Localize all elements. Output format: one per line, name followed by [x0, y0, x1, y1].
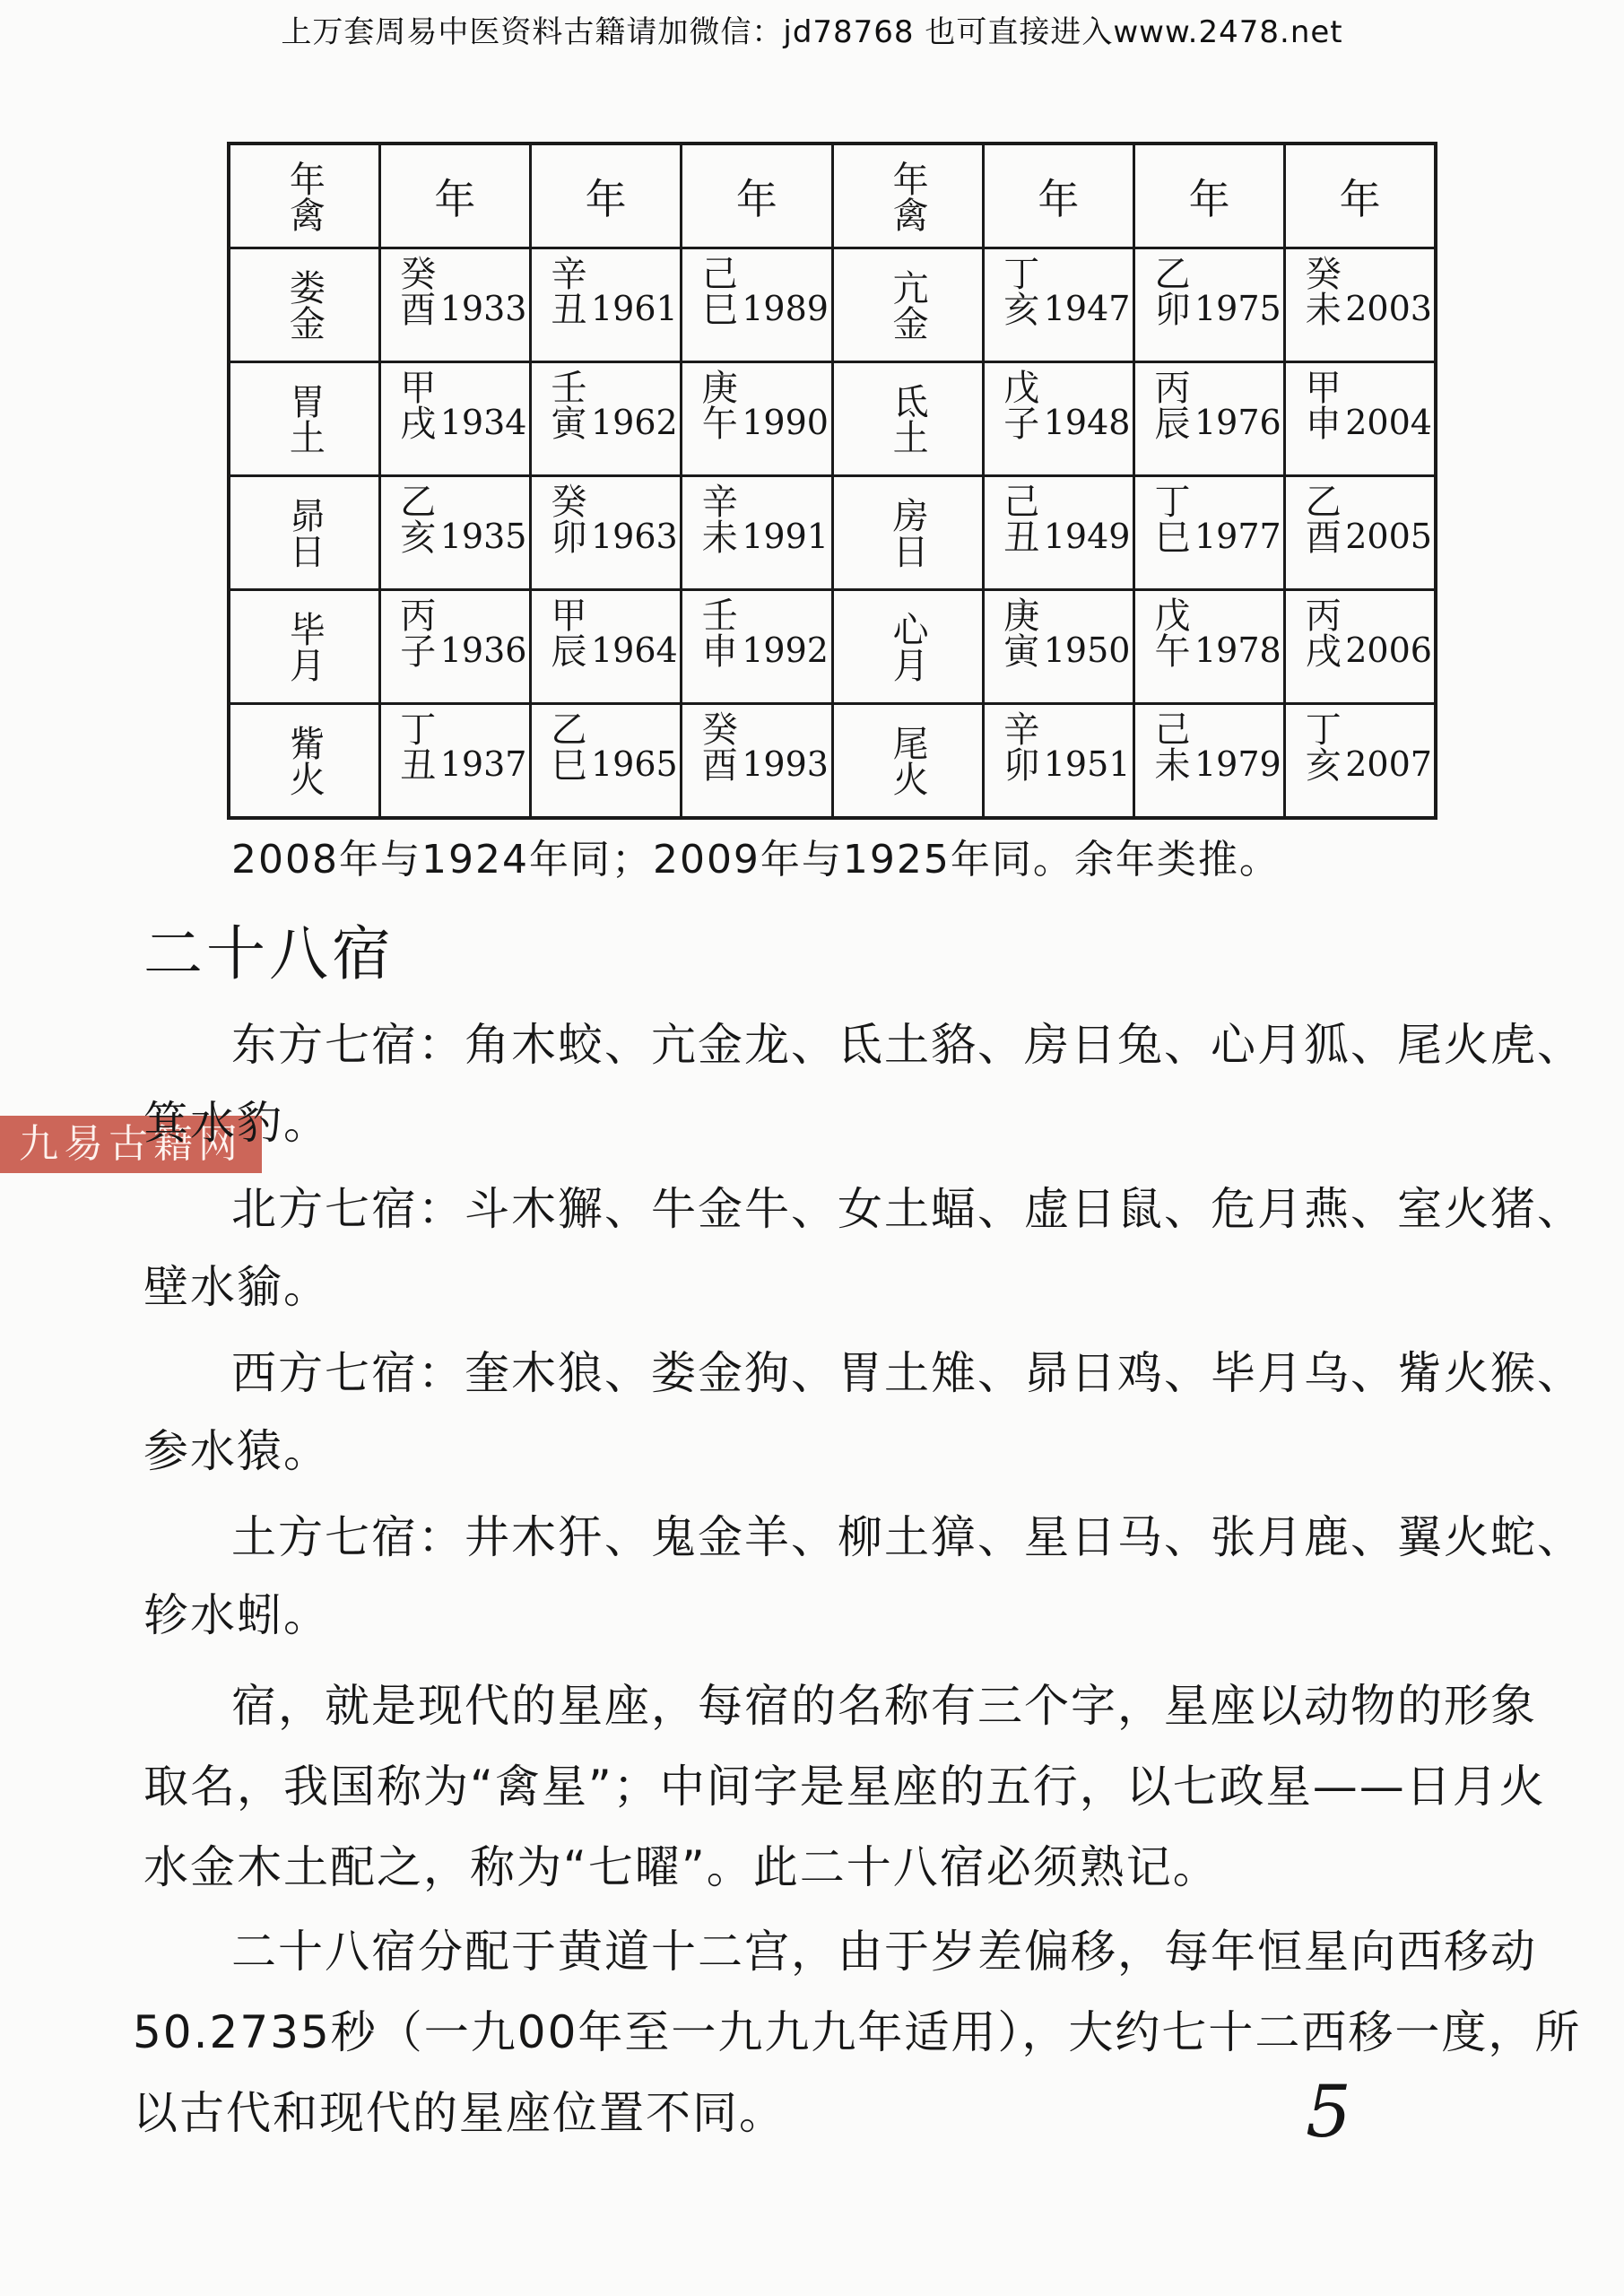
ganzhi-label: 丁巳 [1149, 483, 1190, 554]
page-number: 5 [1306, 2070, 1351, 2153]
year-cell [379, 362, 530, 476]
year-cell [1285, 704, 1436, 819]
year-value: 1977 [1194, 517, 1281, 556]
table-header-cell: 年 [379, 144, 530, 248]
ganzhi-label: 乙卯 [1149, 255, 1190, 326]
year-cell-content [532, 249, 680, 361]
mansion-cell [229, 704, 379, 819]
explanation-line-2: 取名，我国称为“禽星”；中间字是星座的五行，以七政星——日月火 [143, 1761, 1546, 1813]
ganzhi-label: 丙戌 [1299, 596, 1342, 668]
ganzhi-label: 戊子 [997, 369, 1039, 440]
mansion-label: 尾火 [887, 725, 929, 796]
year-cell-content [1135, 477, 1283, 588]
year-cell [1134, 476, 1285, 590]
year-value: 1975 [1194, 289, 1281, 328]
year-cell [1285, 590, 1436, 704]
table-header-cell: 年 [682, 144, 832, 248]
ganzhi-label: 辛卯 [997, 710, 1039, 782]
precession-line-2: 50.2735秒（一九00年至一九九九年适用），大约七十二西移一度，所 [133, 2006, 1582, 2058]
ganzhi-label: 庚寅 [997, 596, 1039, 668]
year-value: 1934 [439, 403, 527, 442]
year-value: 1936 [439, 631, 527, 670]
ganzhi-label: 丁丑 [394, 710, 436, 782]
year-cell [531, 704, 682, 819]
explanation-line-1: 宿，就是现代的星座，每宿的名称有三个字，星座以动物的形象 [231, 1680, 1537, 1732]
mansion-cell [229, 590, 379, 704]
year-cell-content [1286, 477, 1434, 588]
year-cell-content [1286, 249, 1434, 361]
year-cell [1134, 704, 1285, 819]
year-cell [1134, 590, 1285, 704]
year-value: 1950 [1043, 631, 1131, 670]
west-mansions-line-cont: 参水猿。 [143, 1425, 330, 1477]
mansion-cell [832, 362, 983, 476]
ganzhi-label: 癸酉 [696, 710, 738, 782]
mansion-cell [832, 704, 983, 819]
year-cell-content [682, 477, 830, 588]
year-cell [1285, 362, 1436, 476]
year-cell-content [532, 477, 680, 588]
mansion-cell [832, 476, 983, 590]
year-cell-content [1135, 363, 1283, 474]
year-cell [379, 248, 530, 362]
ganzhi-label: 丁亥 [997, 255, 1039, 326]
ganzhi-label: 甲戌 [394, 369, 436, 440]
table-row [229, 476, 1436, 590]
table-row [229, 248, 1436, 362]
year-cell-content [985, 363, 1133, 474]
year-value: 1992 [742, 631, 829, 670]
year-cell [983, 362, 1133, 476]
year-value: 1978 [1194, 631, 1281, 670]
mansion-label: 毕月 [283, 611, 326, 683]
year-cell-content [682, 705, 830, 816]
year-cell-content [381, 705, 529, 816]
year-value: 1964 [591, 631, 678, 670]
year-value: 2007 [1345, 744, 1432, 784]
ganzhi-label: 壬寅 [545, 369, 586, 440]
year-cell-content [381, 591, 529, 702]
year-cell-content [985, 705, 1133, 816]
year-value: 1965 [591, 744, 678, 784]
year-cell-content [682, 249, 830, 361]
year-value: 1937 [439, 744, 527, 784]
table-note: 2008年与1924年同；2009年与1925年同。余年类推。 [231, 837, 1281, 883]
year-cell-content [381, 477, 529, 588]
ganzhi-label: 癸未 [1299, 255, 1342, 326]
year-cell-content [1135, 591, 1283, 702]
table-row [229, 704, 1436, 819]
mansion-label: 心月 [887, 611, 929, 683]
year-cell-content [532, 363, 680, 474]
watermark-logo: 九易古籍网 [0, 1116, 262, 1173]
header-label: 年禽 [283, 160, 326, 232]
table-row [229, 362, 1436, 476]
mansion-cell [229, 362, 379, 476]
year-value: 1935 [439, 517, 527, 556]
table-header-cell: 年 [1134, 144, 1285, 248]
east-mansions-line: 东方七宿：角木蛟、亢金龙、氐土貉、房日兔、心月狐、尾火虎、 [231, 1019, 1584, 1071]
year-cell-content [985, 249, 1133, 361]
year-cell [379, 590, 530, 704]
ganzhi-label: 乙亥 [394, 483, 436, 554]
year-cell [1134, 248, 1285, 362]
table-header-cell: 年 [531, 144, 682, 248]
year-cell [682, 590, 832, 704]
mansion-cell [832, 590, 983, 704]
mansion-label: 觜火 [283, 725, 326, 796]
ganzhi-label: 己未 [1149, 710, 1190, 782]
year-cell [682, 362, 832, 476]
year-value: 1991 [742, 517, 829, 556]
explanation-line-3: 水金木土配之，称为“七曜”。此二十八宿必须熟记。 [143, 1841, 1220, 1893]
year-cell [531, 248, 682, 362]
year-value: 2004 [1345, 403, 1432, 442]
ganzhi-label: 乙巳 [545, 710, 586, 782]
year-cell [983, 476, 1133, 590]
year-value: 1963 [591, 517, 678, 556]
year-cell [682, 704, 832, 819]
year-cell-content [1286, 705, 1434, 816]
year-value: 1947 [1043, 289, 1131, 328]
ganzhi-label: 己巳 [696, 255, 738, 326]
year-cell [531, 590, 682, 704]
year-value: 2003 [1345, 289, 1432, 328]
header-label: 年禽 [887, 160, 929, 232]
year-value: 1962 [591, 403, 678, 442]
year-star-table [227, 142, 1437, 820]
ganzhi-label: 壬申 [696, 596, 738, 668]
table-header-row [229, 144, 1436, 248]
year-cell-content [532, 591, 680, 702]
year-cell-content [1286, 363, 1434, 474]
year-value: 1993 [742, 744, 829, 784]
ganzhi-label: 戊午 [1149, 596, 1190, 668]
year-cell-content [985, 477, 1133, 588]
year-value: 1990 [742, 403, 829, 442]
year-cell-content [1286, 591, 1434, 702]
year-cell [1285, 248, 1436, 362]
ganzhi-label: 辛丑 [545, 255, 586, 326]
table-row [229, 590, 1436, 704]
ganzhi-label: 癸卯 [545, 483, 586, 554]
mansion-cell [229, 476, 379, 590]
table-header-cell: 年 [983, 144, 1133, 248]
mansion-label: 胃土 [283, 383, 326, 455]
ganzhi-label: 丁亥 [1299, 710, 1342, 782]
year-cell [531, 476, 682, 590]
year-cell [983, 590, 1133, 704]
year-cell [379, 704, 530, 819]
year-cell-content [1135, 249, 1283, 361]
year-cell [682, 248, 832, 362]
year-cell [682, 476, 832, 590]
year-cell [1285, 476, 1436, 590]
year-value: 1961 [591, 289, 678, 328]
year-cell [1134, 362, 1285, 476]
year-cell-content [1135, 705, 1283, 816]
mansion-label: 氐土 [887, 383, 929, 455]
ganzhi-label: 丙辰 [1149, 369, 1190, 440]
year-value: 1949 [1043, 517, 1131, 556]
year-value: 2006 [1345, 631, 1432, 670]
mansion-label: 娄金 [283, 269, 326, 341]
year-value: 1951 [1043, 744, 1131, 784]
year-cell [983, 704, 1133, 819]
year-value: 1976 [1194, 403, 1281, 442]
year-cell-content [381, 249, 529, 361]
year-cell-content [682, 591, 830, 702]
year-value: 2005 [1345, 517, 1432, 556]
mansion-cell [229, 248, 379, 362]
year-cell [983, 248, 1133, 362]
year-cell-content [381, 363, 529, 474]
ganzhi-label: 乙酉 [1299, 483, 1342, 554]
section-heading: 二十八宿 [143, 919, 395, 988]
ganzhi-label: 丙子 [394, 596, 436, 668]
year-value: 1979 [1194, 744, 1281, 784]
year-cell [531, 362, 682, 476]
south-mansions-line: 土方七宿：井木犴、鬼金羊、柳土獐、星日马、张月鹿、翼火蛇、 [231, 1511, 1584, 1563]
mansion-label: 亢金 [887, 269, 929, 341]
page-header-banner: 上万套周易中医资料古籍请加微信：jd78768 也可直接进入www.2478.net [281, 14, 1343, 50]
year-value: 1933 [439, 289, 527, 328]
north-mansions-line: 北方七宿：斗木獬、牛金牛、女土蝠、虚日鼠、危月燕、室火猪、 [231, 1183, 1584, 1235]
table-header-cell [229, 144, 379, 248]
south-mansions-line-cont: 轸水蚓。 [143, 1589, 330, 1641]
ganzhi-label: 甲申 [1299, 369, 1342, 440]
east-mansions-line-cont: 箕水豹。 [143, 1097, 330, 1149]
north-mansions-line-cont: 壁水貐。 [143, 1261, 330, 1313]
ganzhi-label: 癸酉 [394, 255, 436, 326]
year-cell [379, 476, 530, 590]
mansion-label: 昴日 [283, 497, 326, 569]
year-cell-content [985, 591, 1133, 702]
ganzhi-label: 辛未 [696, 483, 738, 554]
table-header-cell [832, 144, 983, 248]
west-mansions-line: 西方七宿：奎木狼、娄金狗、胃土雉、昴日鸡、毕月乌、觜火猴、 [231, 1347, 1584, 1399]
ganzhi-label: 甲辰 [545, 596, 586, 668]
mansion-label: 房日 [887, 497, 929, 569]
precession-line-1: 二十八宿分配于黄道十二宫，由于岁差偏移，每年恒星向西移动 [231, 1926, 1537, 1978]
year-cell-content [682, 363, 830, 474]
mansion-cell [832, 248, 983, 362]
ganzhi-label: 己丑 [997, 483, 1039, 554]
year-value: 1948 [1043, 403, 1131, 442]
year-cell-content [532, 705, 680, 816]
precession-line-3: 以古代和现代的星座位置不同。 [133, 2087, 786, 2139]
year-value: 1989 [742, 289, 829, 328]
table-header-cell: 年 [1285, 144, 1436, 248]
ganzhi-label: 庚午 [696, 369, 738, 440]
